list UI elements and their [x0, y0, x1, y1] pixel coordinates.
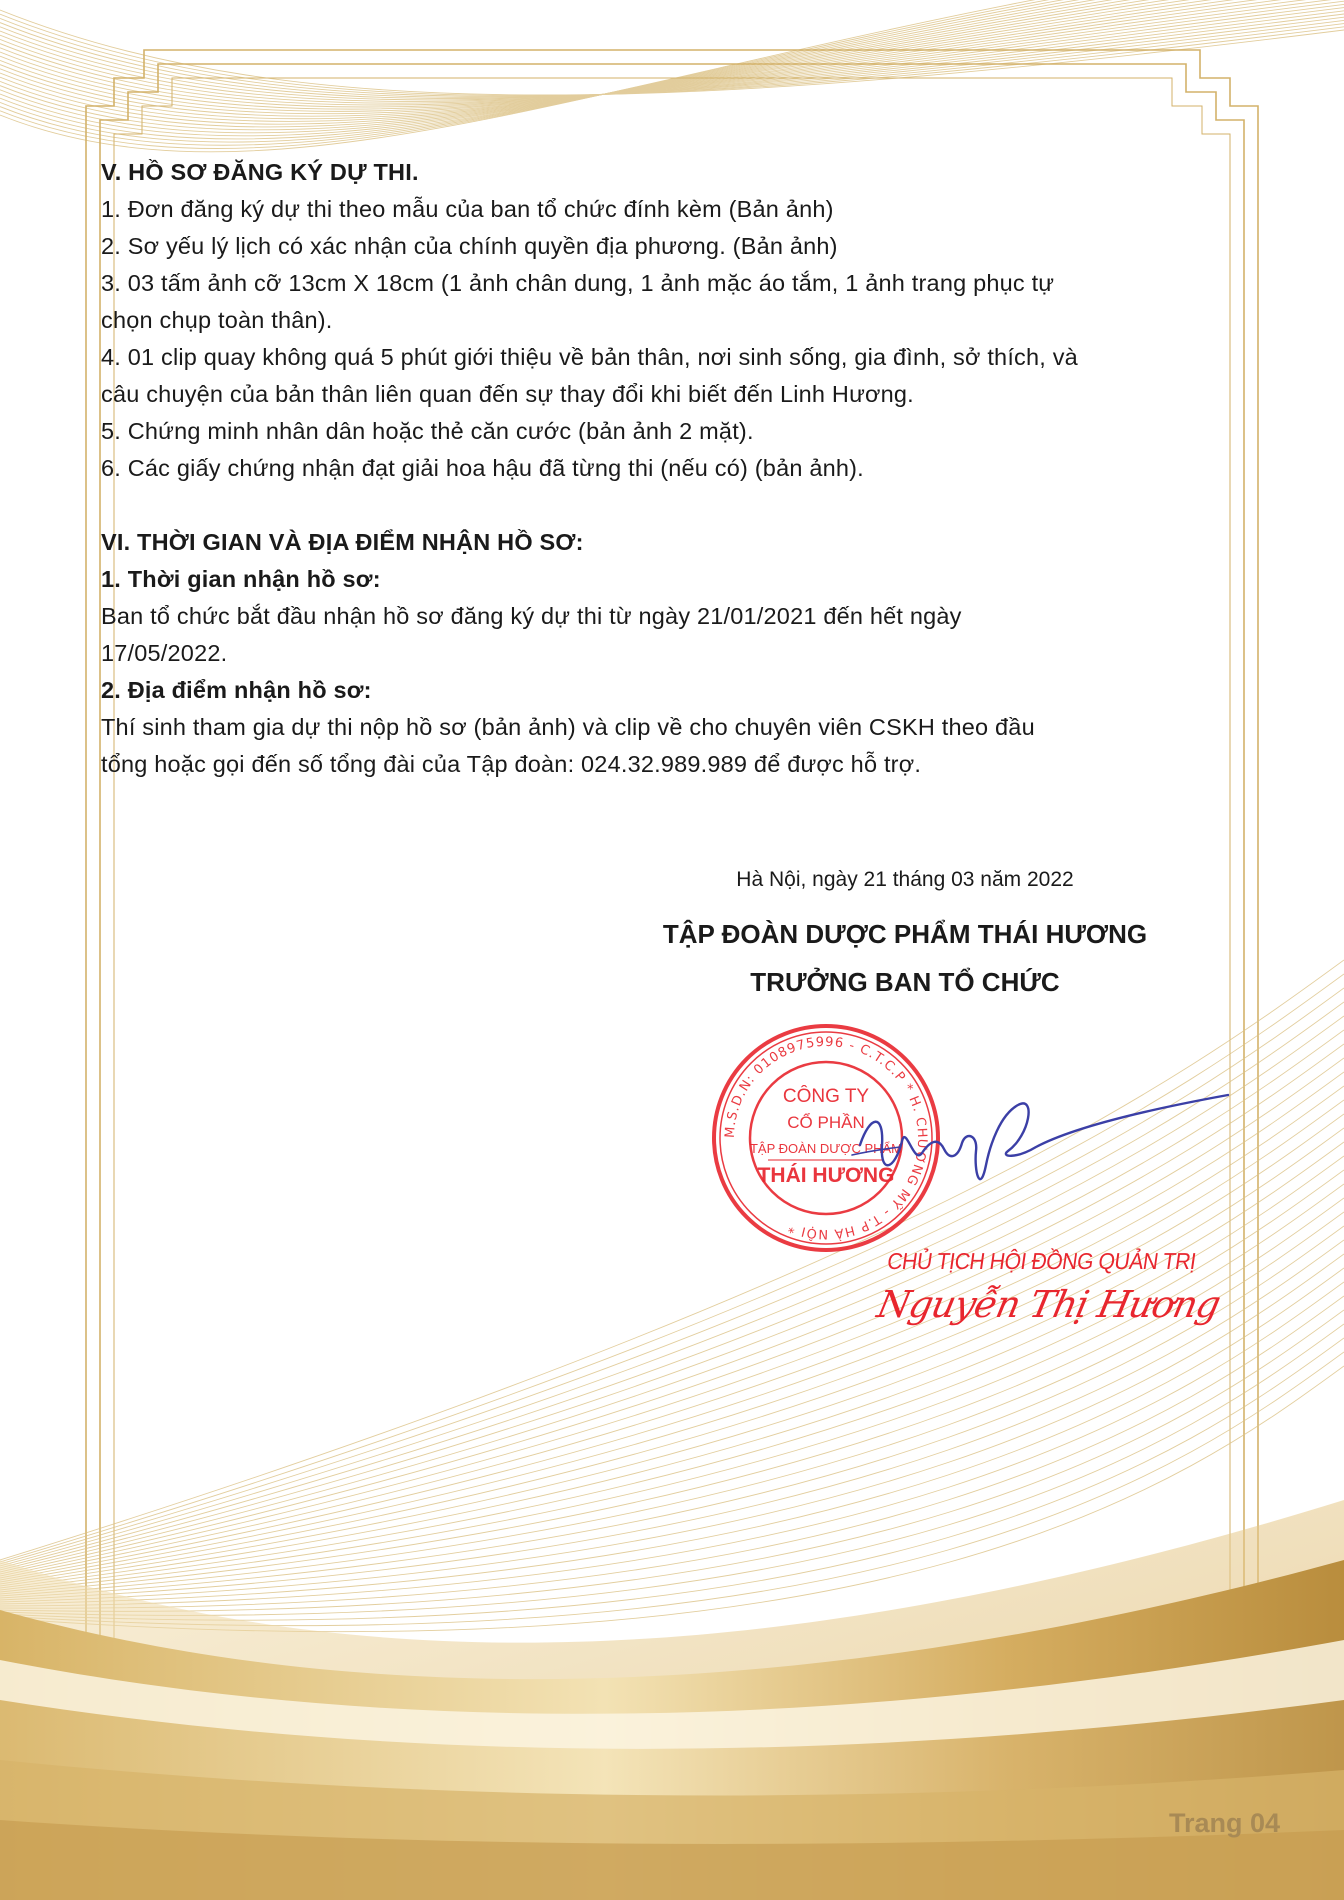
list-item: 2. Sơ yếu lý lịch có xác nhận của chính quyền địa phương. (Bản ảnh): [101, 233, 838, 259]
seal-line: TẬP ĐOÀN DƯỢC PHẨM: [749, 1141, 903, 1156]
list-item: 1. Đơn đăng ký dự thi theo mẫu của ban tổ chức đính kèm (Bản ảnh): [101, 196, 834, 222]
list-item: 5. Chứng minh nhân dân hoặc thẻ căn cước (bản ảnh 2 mặt).: [101, 418, 754, 444]
organization-name: TẬP ĐOÀN DƯỢC PHẨM THÁI HƯƠNG: [662, 919, 1148, 949]
list-item: chọn chụp toàn thân).: [101, 307, 333, 333]
list-item: 4. 01 clip quay không quá 5 phút giới thiệu về bản thân, nơi sinh sống, gia đình, sở thích, và: [101, 344, 1078, 370]
signer-role: TRƯỞNG BAN TỔ CHỨC: [750, 967, 1060, 997]
chairman-name: Nguyễn Thị Hương: [873, 1283, 1224, 1326]
signature-block: [620, 868, 1190, 1006]
time-subtitle: 1. Thời gian nhận hồ sơ:: [101, 566, 381, 592]
list-item: 6. Các giấy chứng nhận đạt giải hoa hậu đã từng thi (nếu có) (bản ảnh).: [101, 455, 864, 481]
time-text-line: Ban tổ chức bắt đầu nhận hồ sơ đăng ký dự thi từ ngày 21/01/2021 đến hết ngày: [101, 603, 962, 629]
section-vi-title: VI. THỜI GIAN VÀ ĐỊA ĐIỂM NHẬN HỒ SƠ:: [101, 529, 584, 555]
seal-line: THÁI HƯƠNG: [757, 1164, 895, 1187]
date-line: Hà Nội, ngày 21 tháng 03 năm 2022: [736, 868, 1074, 891]
seal-ring-text: M.S.D.N: 0108975996 - C.T.C.P * H. CHƯƠNG MỸ - T.P HÀ NỘI *: [722, 1034, 930, 1242]
page-number: Trang 04: [1168, 1808, 1280, 1838]
section-v-list: [101, 191, 1251, 487]
time-text-line: 17/05/2022.: [101, 640, 228, 666]
handwritten-signature: [840, 1075, 1240, 1205]
chairman-title: CHỦ TỊCH HỘI ĐỒNG QUẢN TRỊ: [885, 1248, 1198, 1274]
document-body: [101, 154, 1251, 783]
list-item: 3. 03 tấm ảnh cỡ 13cm X 18cm (1 ảnh chân dung, 1 ảnh mặc áo tắm, 1 ảnh trang phục tự: [101, 270, 1055, 296]
place-text-line: Thí sinh tham gia dự thi nộp hồ sơ (bản ảnh) và clip về cho chuyên viên CSKH theo đầu: [101, 714, 1035, 740]
place-subtitle: 2. Địa điểm nhận hồ sơ:: [101, 677, 372, 703]
place-text-line: tổng hoặc gọi đến số tổng đài của Tập đoàn: 024.32.989.989 để được hỗ trợ.: [101, 751, 922, 777]
list-item: câu chuyện của bản thân liên quan đến sự thay đổi khi biết đến Linh Hương.: [101, 381, 914, 407]
section-v-title: V. HỒ SƠ ĐĂNG KÝ DỰ THI.: [101, 159, 419, 185]
seal-line: CỔ PHẦN: [787, 1113, 865, 1132]
seal-line: CÔNG TY: [782, 1086, 870, 1107]
